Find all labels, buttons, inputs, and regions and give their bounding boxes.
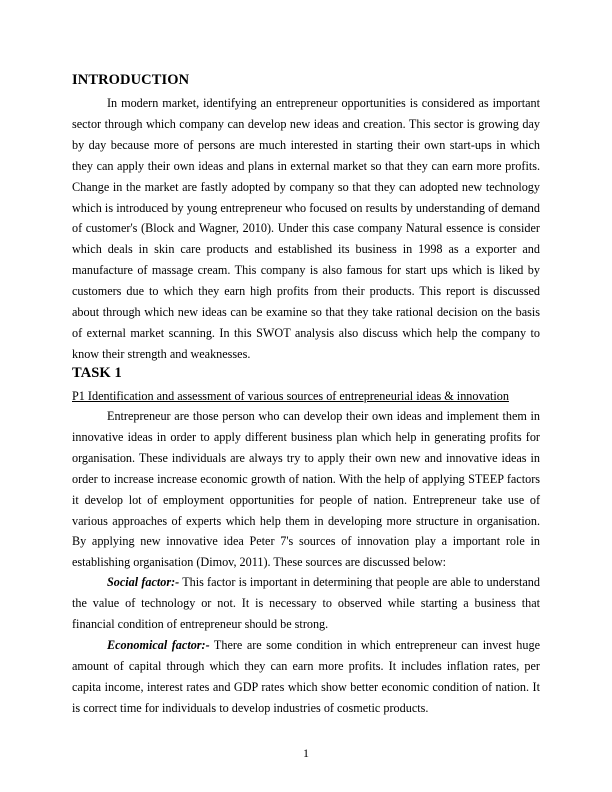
task1-heading: TASK 1	[72, 365, 122, 381]
introduction-heading: INTRODUCTION	[72, 72, 190, 88]
social-factor-paragraph	[72, 572, 540, 635]
economical-factor-label: Economical factor:-	[107, 638, 210, 652]
task1-paragraph: Entrepreneur are those person who can develop their own ideas and implement them in innovative ideas in order to apply different business plan which help in generating profits for organisation. These individuals are always try to apply their own new and innovative ideas in order to increase increase economic growth of nation. With the help of applying STEEP factors it develop lot of employment opportunities for people of nation. Entrepreneur take use of various approaches of experts which help them in developing more structure in organisation. By applying new innovative idea Peter 7's sources of innovation play a important role in establishing organisation (Dimov, 2011). These sources are discussed below:	[72, 409, 540, 570]
task1-subheading: P1 Identification and assessment of various sources of entrepreneurial ideas & innovation	[72, 389, 509, 403]
social-factor-label: Social factor:-	[107, 575, 180, 589]
social-factor-text: This factor is important in determining that people are able to understand the value of technology or not. It is necessary to observed while starting a business that financial condition of entrepreneur should be strong.	[72, 575, 540, 631]
economical-factor-paragraph	[72, 635, 540, 719]
introduction-paragraph: In modern market, identifying an entrepreneur opportunities is considered as important sector through which company can develop new ideas and creation. This sector is growing day by day because more of persons are much interested in starting their own start-ups in which they can apply their own ideas and plans in external market so that they can earn more profits. Change in the market are fastly adopted by company so that they can adopted new technology which is introduced by young entrepreneur who focused on results by understanding of demand of customer's (Block and Wagner, 2010). Under this case company Natural essence is consider which deals in skin care products and established its business in 1998 as a exporter and manufacture of massage cream. This company is also famous for start ups which is liked by customers due to which they earn high profits from their products. This report is discussed about through which new ideas can be examine so that they take rational decision on the basis of external market scanning. In this SWOT analysis also discuss which help the company to know their strength and weaknesses.	[72, 96, 540, 361]
page-number: 1	[303, 746, 309, 760]
economical-factor-text: There are some condition in which entrepreneur can invest huge amount of capital through which they can earn more profits. It includes inflation rates, per capita income, interest rates and GDP rates which show better economic condition of nation. It is correct time for individuals to develop industries of cosmetic products.	[72, 638, 540, 715]
